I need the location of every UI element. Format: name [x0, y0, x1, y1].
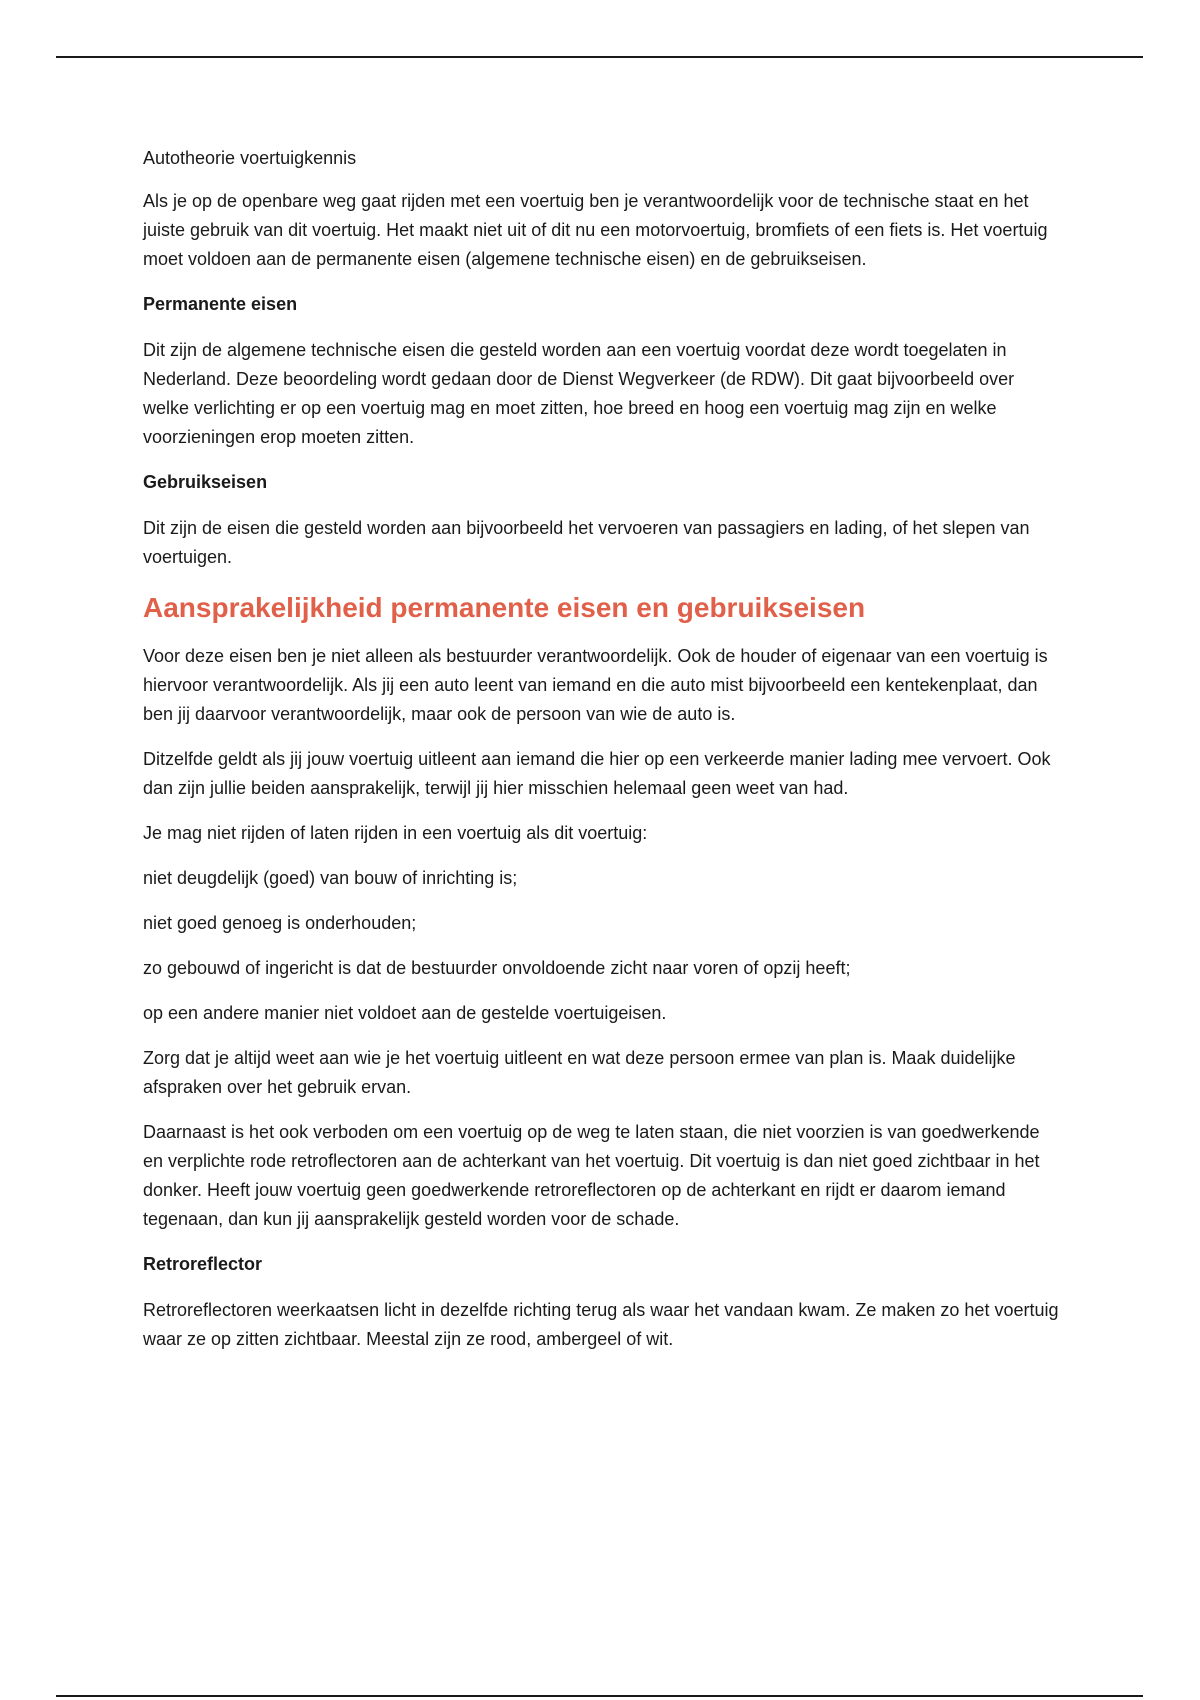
- document-title: Autotheorie voertuigkennis: [143, 148, 357, 168]
- liability-heading: Aansprakelijkheid permanente eisen en gebruikseisen: [143, 592, 866, 623]
- document-body: [143, 144, 1063, 1370]
- condition-item: zo gebouwd of ingericht is dat de bestuurder onvoldoende zicht naar voren of opzij heeft;: [143, 958, 851, 978]
- liability-paragraph-4: Zorg dat je altijd weet aan wie je het voertuig uitleent en wat deze persoon ermee van plan is. Maak duidelijke afspraken over het gebruik ervan.: [143, 1048, 1016, 1097]
- section-heading-usage: Gebruikseisen: [143, 472, 268, 492]
- intro-paragraph: Als je op de openbare weg gaat rijden met een voertuig ben je verantwoordelijk voor de technische staat en het juiste gebruik van dit voertuig. Het maakt niet uit of dit nu een motorvoertuig, bromfiets of een fiets is. Het voertuig moet voldoen aan de permanente eisen (algemene technische eisen) en de gebruikseisen.: [143, 191, 1048, 269]
- condition-item: niet deugdelijk (goed) van bouw of inrichting is;: [143, 868, 518, 888]
- usage-paragraph: Dit zijn de eisen die gesteld worden aan bijvoorbeeld het vervoeren van passagiers en lading, of het slepen van voertuigen.: [143, 518, 1030, 567]
- condition-item: niet goed genoeg is onderhouden;: [143, 913, 417, 933]
- section-heading-permanent: Permanente eisen: [143, 294, 298, 314]
- header-rule: [56, 56, 1143, 58]
- liability-paragraph-3: Je mag niet rijden of laten rijden in een voertuig als dit voertuig:: [143, 823, 648, 843]
- retroreflector-paragraph: Retroreflectoren weerkaatsen licht in dezelfde richting terug als waar het vandaan kwam. Ze maken zo het voertuig waar ze op zitten zichtbaar. Meestal zijn ze rood, ambergeel of wit.: [143, 1300, 1059, 1349]
- liability-paragraph-1: Voor deze eisen ben je niet alleen als bestuurder verantwoordelijk. Ook de houder of eigenaar van een voertuig is hiervoor verantwoordelijk. Als jij een auto leent van iemand en die auto mist bijvoorbeeld een kentekenplaat, dan ben jij daarvoor verantwoordelijk, maar ook de persoon van wie de auto is.: [143, 646, 1048, 724]
- liability-paragraph-2: Ditzelfde geldt als jij jouw voertuig uitleent aan iemand die hier op een verkeerde manier lading mee vervoert. Ook dan zijn jullie beiden aansprakelijk, terwijl jij hier misschien helemaal geen weet van had.: [143, 749, 1051, 798]
- permanent-paragraph: Dit zijn de algemene technische eisen die gesteld worden aan een voertuig voordat deze wordt toegelaten in Nederland. Deze beoordeling wordt gedaan door de Dienst Wegverkeer (de RDW). Dit gaat bijvoorbeeld over welke verlichting er op een voertuig mag en moet zitten, hoe breed en hoog een voertuig mag zijn en welke voorzieningen erop moeten zitten.: [143, 340, 1015, 447]
- condition-item: op een andere manier niet voldoet aan de gestelde voertuigeisen.: [143, 1003, 667, 1023]
- section-heading-retroreflector: Retroreflector: [143, 1254, 263, 1274]
- liability-paragraph-5: Daarnaast is het ook verboden om een voertuig op de weg te laten staan, die niet voorzien is van goedwerkende en verplichte rode retroflectoren aan de achterkant van het voertuig. Dit voertuig is dan niet goed zichtbaar in het donker. Heeft jouw voertuig geen goedwerkende retroreflectoren op de achterkant en rijdt er daarom iemand tegenaan, dan kun jij aansprakelijk gesteld worden voor de schade.: [143, 1122, 1040, 1229]
- footer-rule: [56, 1695, 1143, 1697]
